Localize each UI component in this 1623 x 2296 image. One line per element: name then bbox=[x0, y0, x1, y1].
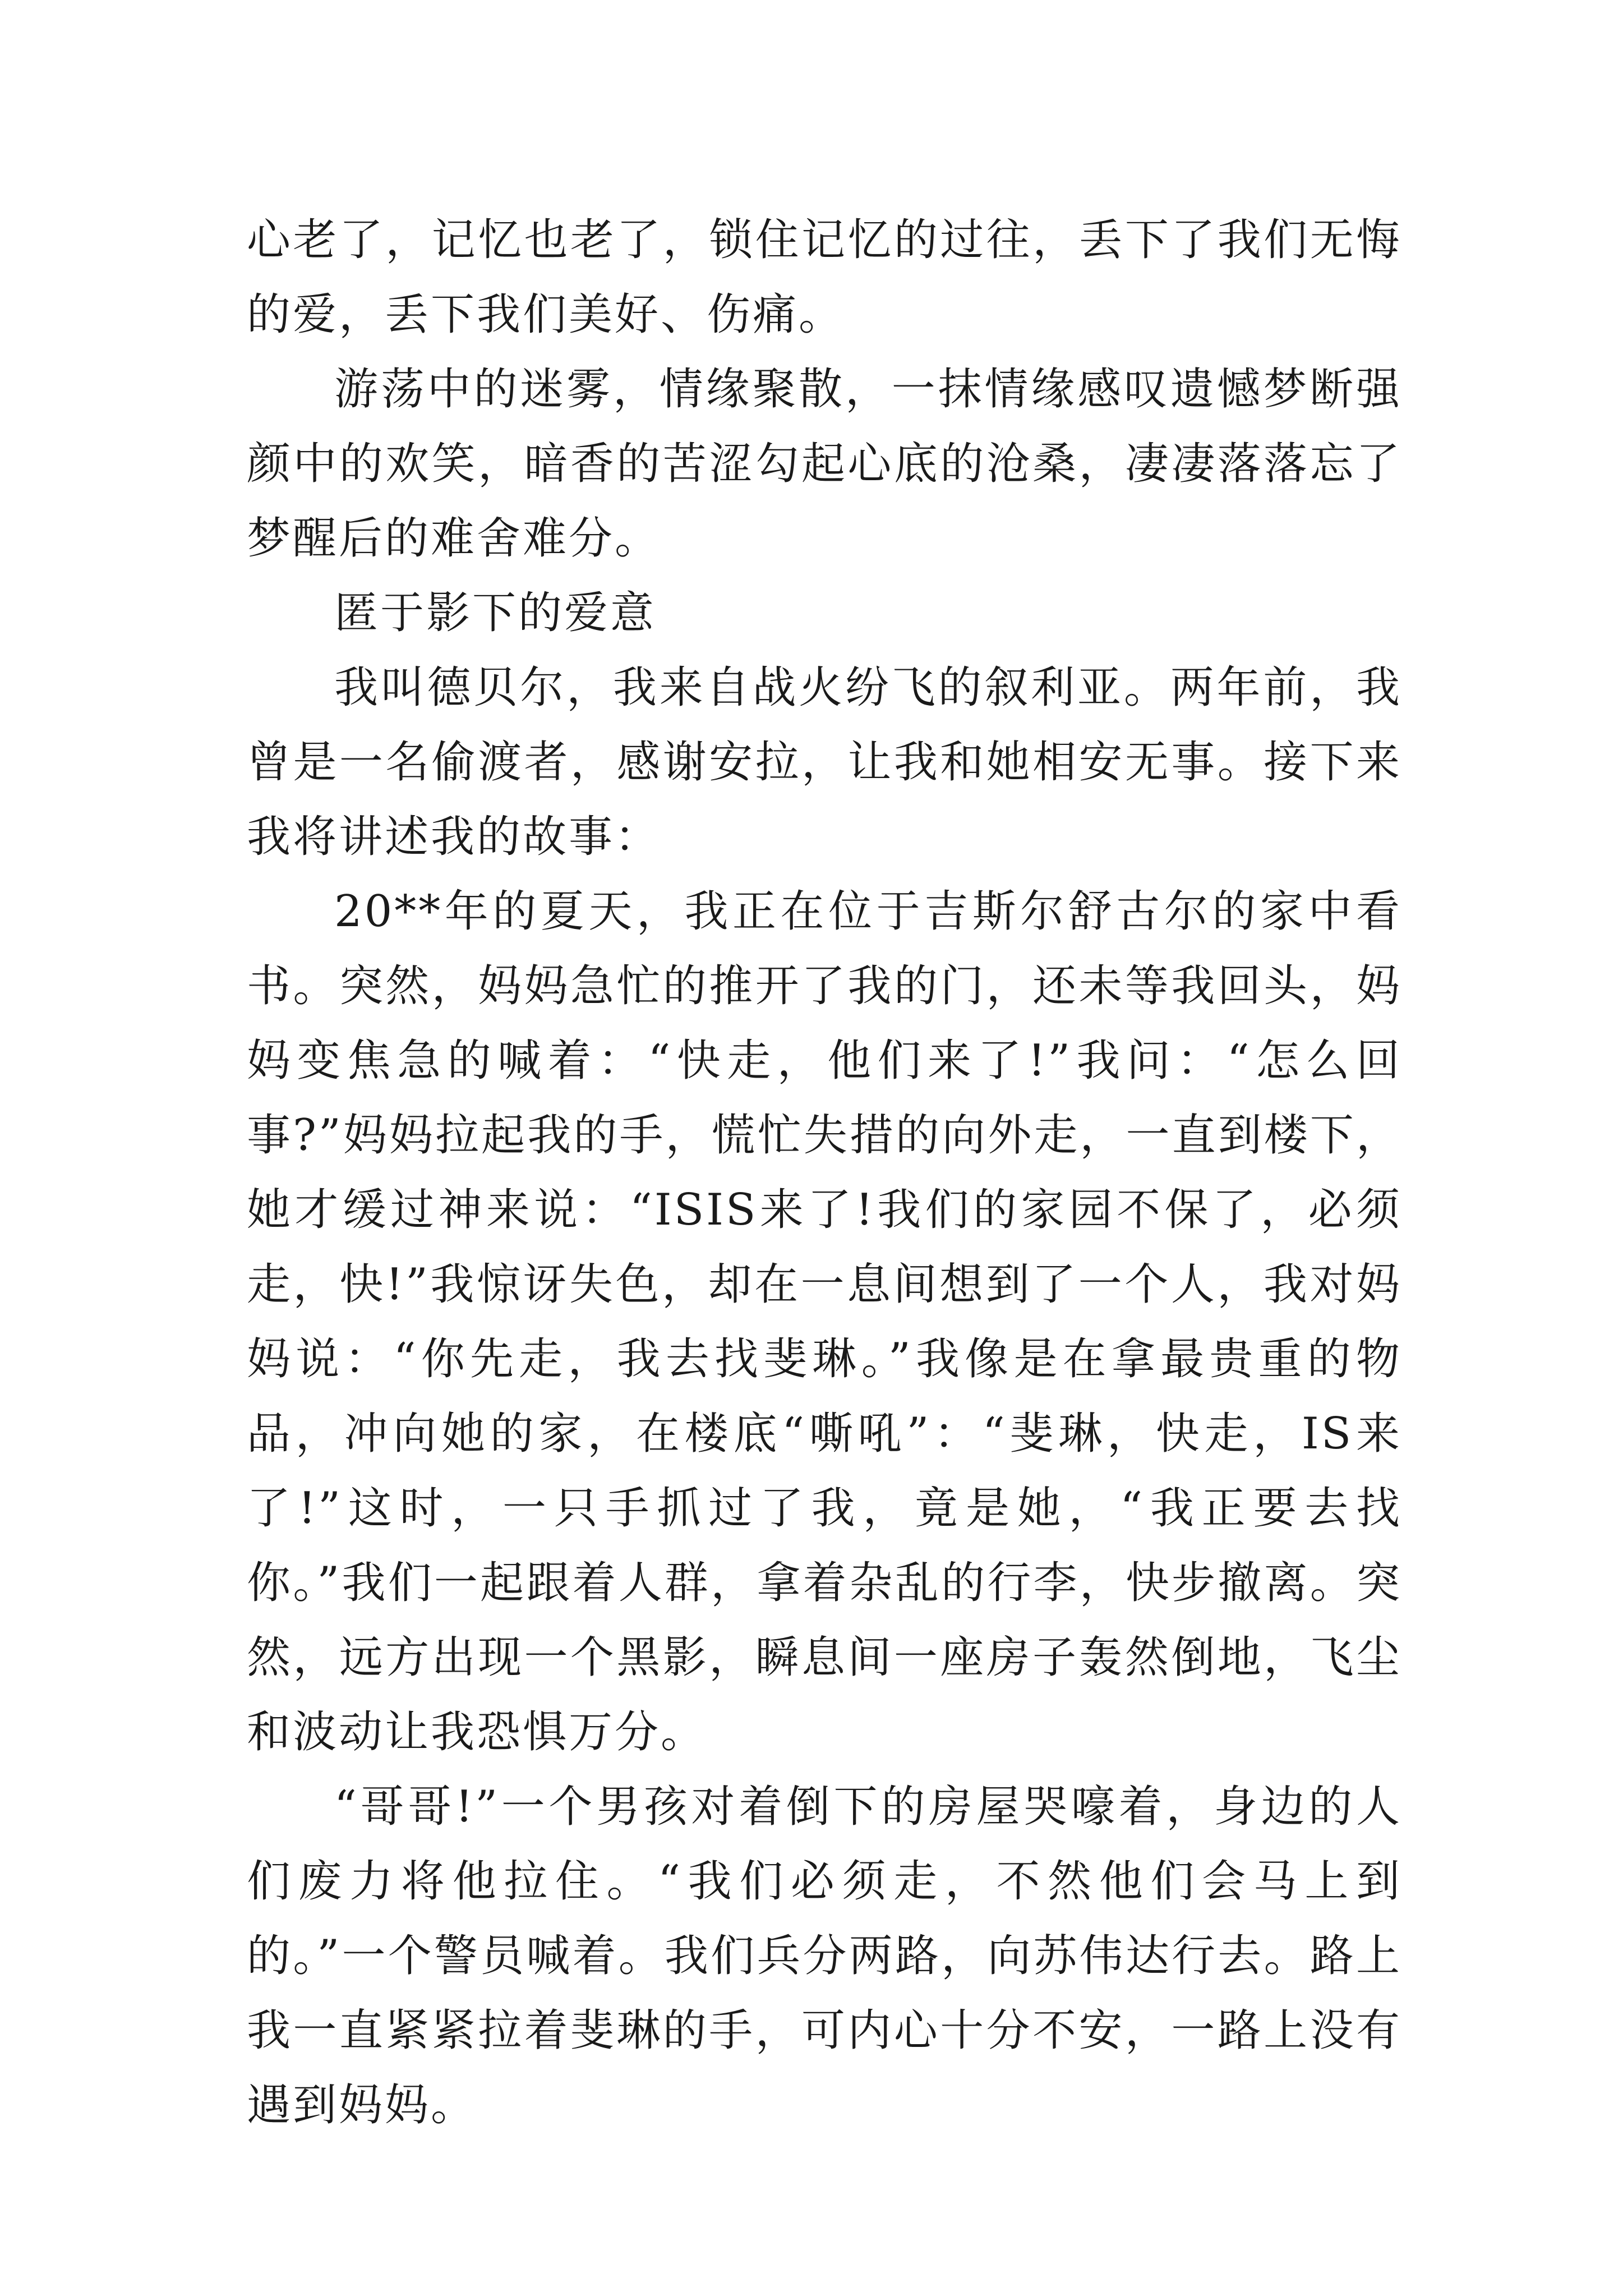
paragraph-3: 我叫德贝尔，我来自战火纷飞的叙利亚。两年前，我曾是一名偷渡者，感谢安拉，让我和她相安无事。接下来我将讲述我的故事： bbox=[247, 662, 1402, 862]
paragraph-4: 20**年的夏天，我正在位于吉斯尔舒古尔的家中看书。突然，妈妈急忙的推开了我的门，还未等我回头，妈妈变焦急的喊着：“快走，他们来了!”我问：“怎么回事?”妈妈拉起我的手，慌忙失措的向外走，一直到楼下，她才缓过神来说：“ISIS来了!我们的家园不保了，必须走，快!”我惊讶失色，却在一息间想到了一个人，我对妈妈说：“你先走，我去找斐琳。”我像是在拿最贵重的物品，冲向她的家，在楼底“嘶吼”：“斐琳，快走，IS来了!”这时，一只手抓过了我，竟是她，“我正要去找你。”我们一起跟着人群，拿着杂乱的行李，快步撤离。突然，远方出现一个黑影，瞬息间一座房子轰然倒地，飞尘和波动让我恐惧万分。 bbox=[247, 886, 1402, 1757]
paragraph-5: “哥哥!”一个男孩对着倒下的房屋哭嚎着，身边的人们废力将他拉住。“我们必须走，不然他们会马上到的。”一个警员喊着。我们兵分两路，向苏伟达行去。路上我一直紧紧拉着斐琳的手，可内心十分不安，一路上没有遇到妈妈。 bbox=[247, 1782, 1402, 2131]
section-heading: 匿于影下的爱意 bbox=[334, 588, 657, 638]
document-body bbox=[247, 203, 1402, 2143]
paragraph-1: 心老了，记忆也老了，锁住记忆的过往，丢下了我们无悔的爱，丢下我们美好、伤痛。 bbox=[247, 215, 1402, 340]
paragraph-2: 游荡中的迷雾，情缘聚散，一抹情缘感叹遗憾梦断强颜中的欢笑，暗香的苦涩勾起心底的沧桑，凄凄落落忘了梦醒后的难舍难分。 bbox=[247, 364, 1402, 564]
